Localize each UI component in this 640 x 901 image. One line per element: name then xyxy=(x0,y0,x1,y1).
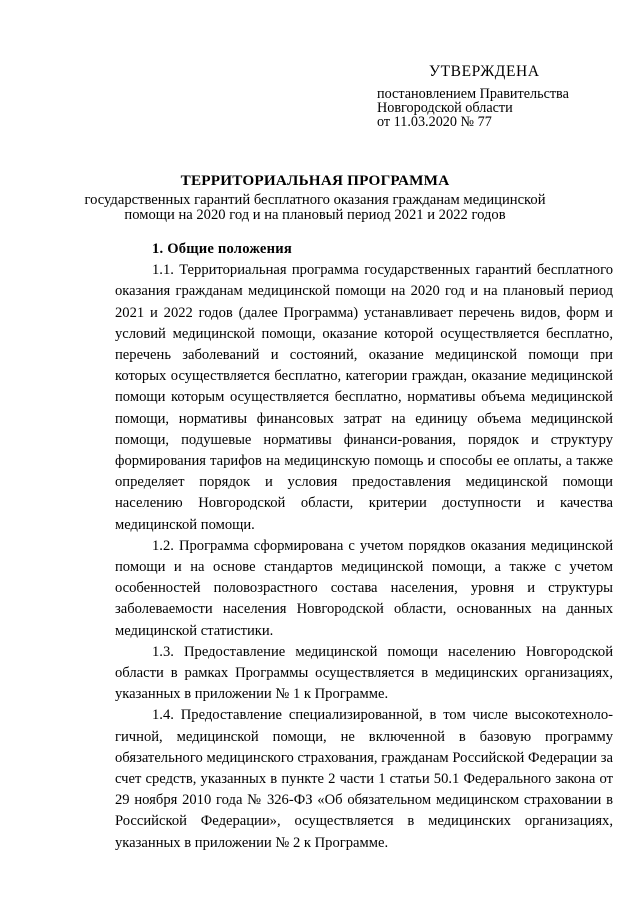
paragraph-1-2: 1.2. Программа сформирована с учетом порядков оказания медицинской помощи и на основе стандартов медицинской помощи, а также с учетом особенностей половозрастного состава населения, уровня и структуры заболеваемости населения Новгородской области, основанных на данных медицинской статистики. xyxy=(115,537,613,639)
approval-block xyxy=(377,63,617,129)
approval-decree-line: постановлением Правительства xyxy=(377,86,569,102)
document-body xyxy=(115,239,613,854)
paragraph-1-1: 1.1. Территориальная программа государственных гарантий бесплатного оказания гражданам медицинской помощи на 2020 год и на плановый период 2021 и 2022 годов (далее Программа) устанавливает перечень видов, форм и условий медицинской помощи, оказание которой осуществляется бесплатно, перечень заболеваний и состояний, оказание медицинской помощи при которых осуществляется бесплатно, категории граждан, оказание медицинской помощи которым осуществляется бесплатно, нормативы объема медицинской помощи, нормативы финансовых затрат на единицу объема медицинской помощи, подушевые нормативы финанси-рования, порядок и структуру формирования тарифов на медицинскую помощь и способы ее оплаты, а также определяет порядок и условия предоставления медицинской помощи населению Новгородской области, критерии доступности и качества медицинской помощи. xyxy=(115,262,613,533)
paragraph-1-4: 1.4. Предоставление специализированной, в том числе высокотехноло-гичной, медицинской помощи, не включенной в базовую программу обязательного медицинского страхования, гражданам Российской Федерации за счет средств, указанных в пункте 2 части 1 статьи 50.1 Федерального закона от 29 ноября 2010 года № 326-ФЗ «Об обязательном медицинском страховании в Российской Федерации», осуществляется в медицинских организациях, указанных в приложении № 2 к Программе. xyxy=(115,707,613,851)
paragraph-1-3: 1.3. Предоставление медицинской помощи населению Новгородской области в рамках Программы осуществляется в медицинских организациях, указанных в приложении № 1 к Программе. xyxy=(115,643,613,703)
approval-heading: УТВЕРЖДЕНА xyxy=(429,63,540,80)
document-subtitle: государственных гарантий бесплатного оказания гражданам медицинской помощи на 2020 год и на плановый период 2021 и 2022 годов xyxy=(84,192,546,223)
approval-date-number-line: от 11.03.2020 № 77 xyxy=(377,114,492,130)
document-title: ТЕРРИТОРИАЛЬНАЯ ПРОГРАММА xyxy=(180,172,450,189)
approval-region-line: Новгородской области xyxy=(377,100,513,116)
section-heading: 1. Общие положения xyxy=(152,241,292,257)
